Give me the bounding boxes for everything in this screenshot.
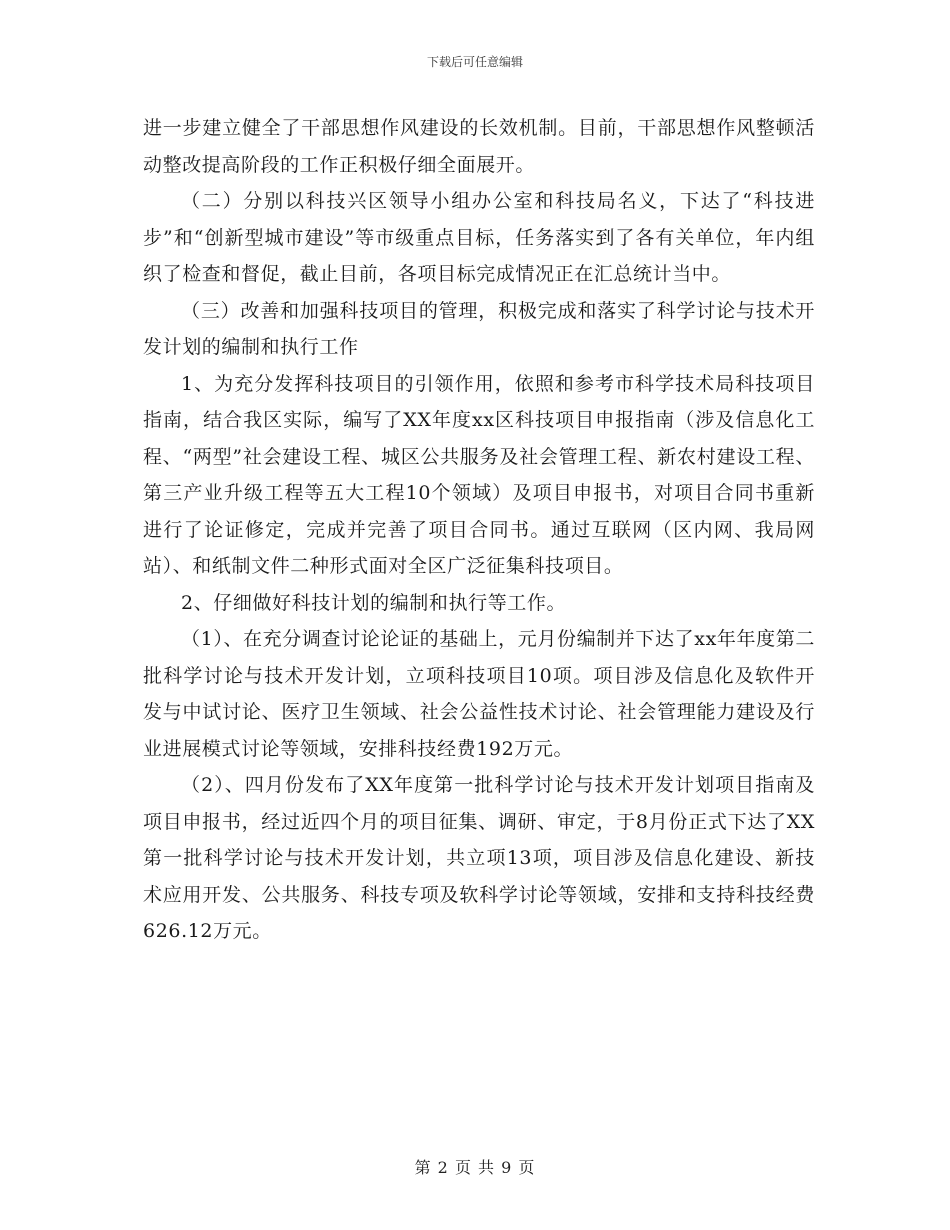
paragraph: （2）、四月份发布了XX年度第一批科学讨论与技术开发计划项目指南及项目申报书，经过近四个月的项目征集、调研、审定，于8月份正式下达了XX第一批科学讨论与技术开发计划，共立项13项，项目涉及信息化建设、新技术应用开发、公共服务、科技专项及软科学讨论等领域，安排和支持科技经费626.12万元。 xyxy=(143,774,815,942)
page-number-footer: 第 2 页 共 9 页 xyxy=(414,1158,536,1177)
paragraph: 1、为充分发挥科技项目的引领作用，依照和参考市科学技术局科技项目指南，结合我区实际，编写了XX年度xx区科技项目申报指南（涉及信息化工程、“两型”社会建设工程、城区公共服务及社会管理工程、新农村建设工程、第三产业升级工程等五大工程10个领域）及项目申报书，对项目合同书重新进行了论证修定，完成并完善了项目合同书。通过互联网（区内网、我局网站）、和纸制文件二种形式面对全区广泛征集科技项目。 xyxy=(143,372,815,577)
paragraph: 进一步建立健全了干部思想作风建设的长效机制。目前，干部思想作风整顿活动整改提高阶段的工作正积极仔细全面展开。 xyxy=(143,117,815,176)
document-body xyxy=(143,110,815,950)
paragraph: 2、仔细做好科技计划的编制和执行等工作。 xyxy=(181,591,567,614)
paragraph: （三）改善和加强科技项目的管理，积极完成和落实了科学讨论与技术开发计划的编制和执行工作 xyxy=(143,299,815,358)
paragraph: （二）分别以科技兴区领导小组办公室和科技局名义，下达了“科技进步”和“创新型城市建设”等市级重点目标，任务落实到了各有关单位，年内组织了检查和督促，截止目前，各项目标完成情况正在汇总统计当中。 xyxy=(143,190,815,285)
header-note: 下载后可任意编辑 xyxy=(426,55,523,69)
paragraph: （1）、在充分调查讨论论证的基础上，元月份编制并下达了xx年年度第二批科学讨论与技术开发计划，立项科技项目10项。项目涉及信息化及软件开发与中试讨论、医疗卫生领域、社会公益性技术讨论、社会管理能力建设及行业进展模式讨论等领域，安排科技经费192万元。 xyxy=(143,628,815,760)
